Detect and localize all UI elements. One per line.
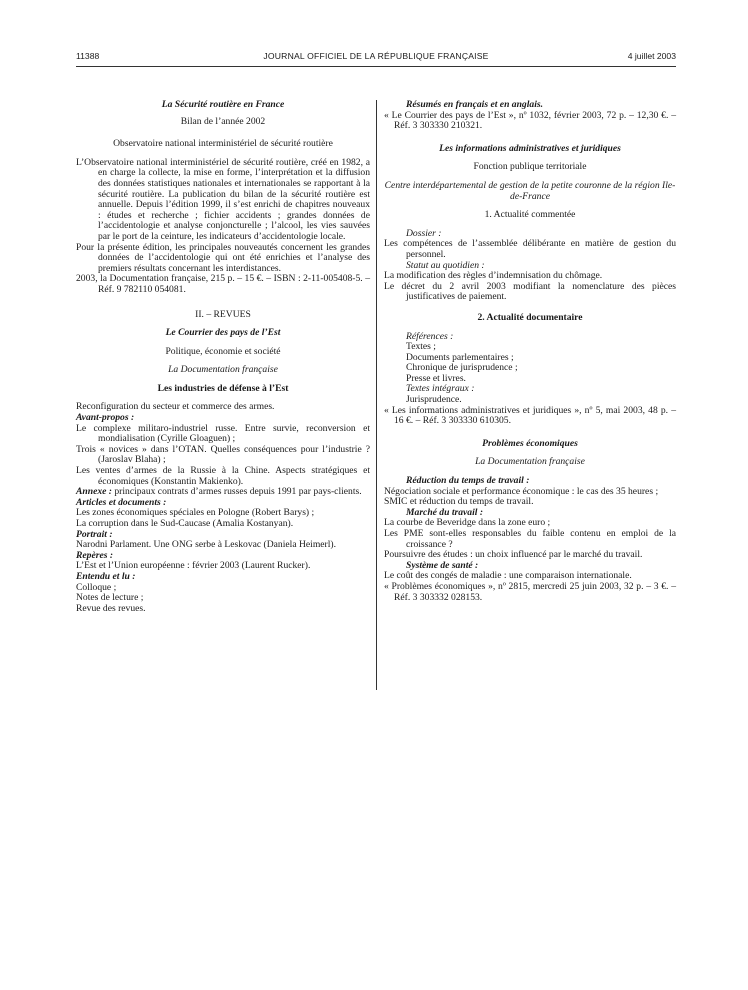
dossier-label: Dossier : — [406, 227, 442, 239]
list-item: Narodni Parlament. Une ONG serbe à Leskovac (Daniela Heimerl). — [76, 539, 336, 551]
list-item: Le décret du 2 avril 2003 modifiant la nomenclature des pièces justificatives de paiement. — [384, 280, 676, 303]
list-item: Trois « novices » dans l’OTAN. Quelles conséquences pour l’industrie ? (Jaroslav Blaha) ; — [76, 443, 370, 466]
list-item: Le coût des congés de maladie : une comparaison internationale. — [384, 570, 632, 582]
review-title: Le Courrier des pays de l’Est — [165, 327, 281, 339]
list-item: SMIC et réduction du temps de travail. — [384, 496, 534, 508]
right-column — [384, 100, 676, 603]
review-subtitle: Politique, économie et société — [165, 345, 281, 357]
avant-propos-label: Avant-propos : — [76, 412, 135, 424]
list-item: Les compétences de l’assemblée délibérante en matière de gestion du personnel. — [384, 238, 676, 260]
list-item: Chronique de jurisprudence ; — [406, 362, 518, 374]
sante-label: Système de santé : — [406, 559, 479, 571]
journal-title: JOURNAL OFFICIEL DE LA RÉPUBLIQUE FRANÇAISE — [263, 51, 489, 61]
list-item: La corruption dans le Sud-Caucase (Amalia Kostanyan). — [76, 518, 294, 529]
description-paragraph-2: Pour la présente édition, les principales nouveautés concernent les grandes données de l’accidentologie qui ont été enrichies et l’analyse des premiers résultats concernant les interdistances. — [76, 241, 370, 274]
list-item: Revue des revues. — [76, 602, 146, 614]
page-number: 11388 — [76, 51, 100, 61]
issue-date: 4 juillet 2003 — [627, 51, 676, 61]
entendu-label: Entendu et lu : — [76, 570, 136, 582]
review-publisher: La Documentation française — [168, 364, 278, 376]
list-item: Textes ; — [406, 341, 436, 353]
list-item: Négociation sociale et performance économique : le cas des 35 heures ; — [384, 485, 659, 497]
left-column — [76, 100, 370, 614]
publication-title: La Sécurité routière en France — [161, 99, 285, 110]
list-item: Jurisprudence. — [406, 394, 462, 406]
publication-subtitle: Bilan de l’année 2002 — [180, 115, 266, 127]
header-rule — [76, 66, 676, 67]
reperes-label: Repères : — [76, 549, 114, 561]
dossier-intro: Reconfiguration du secteur et commerce des armes. — [76, 401, 275, 413]
publication-reference: 2003, la Documentation française, 215 p. – 15 €. – ISBN : 2-11-005408-5. – Réf. 9 782110 054081. — [76, 273, 370, 295]
review-title: Les informations administratives et juridiques — [439, 142, 621, 154]
review-publisher: Centre interdépartemental de gestion de la petite couronne de la région Ile-de-France — [384, 179, 676, 202]
list-item: Poursuivre des études : un choix influencé par le marché du travail. — [384, 549, 643, 561]
section-heading-revues: II. – REVUES — [195, 308, 251, 320]
review-title: Problèmes économiques — [482, 437, 578, 449]
references-label: Références : — [406, 330, 454, 342]
list-item: Colloque ; — [76, 581, 117, 593]
list-item: L’Est et l’Union européenne : février 2003 (Laurent Rucker). — [76, 560, 311, 572]
list-item: La modification des règles d’indemnisation du chômage. — [384, 270, 603, 282]
review-subtitle: Fonction publique territoriale — [473, 161, 587, 173]
column-divider — [376, 100, 377, 690]
list-item: Les ventes d’armes de la Russie à la Chine. Aspects stratégiques et économiques (Konstantin Makienko). — [76, 465, 370, 487]
list-item: Documents parlementaires ; — [406, 351, 514, 363]
portrait-label: Portrait : — [76, 528, 113, 540]
annexe-text: principaux contrats d’armes russes depuis 1991 par pays-clients. — [111, 486, 362, 498]
section-heading: 2. Actualité documentaire — [477, 311, 583, 323]
list-item: La courbe de Beveridge dans la zone euro ; — [384, 517, 551, 529]
list-item: Les PME sont-elles responsables du faible contenu en emploi de la croissance ? — [384, 528, 676, 550]
reduction-label: Réduction du temps de travail : — [406, 475, 530, 487]
publication-reference: « Le Courrier des pays de l’Est », nº 1032, février 2003, 72 p. – 12,30 €. – Réf. 3 303330 210321. — [384, 109, 676, 132]
dossier-title: Les industries de défense à l’Est — [157, 382, 289, 394]
statut-label: Statut au quotidien : — [406, 259, 485, 271]
list-item: Le complexe militaro-industriel russe. Entre survie, reconversion et mondialisation (Cyrille Gloaguen) ; — [76, 422, 370, 445]
list-item: Notes de lecture ; — [76, 592, 144, 604]
page-header — [76, 51, 676, 63]
list-item: Les zones économiques spéciales en Pologne (Robert Barys) ; — [76, 507, 315, 519]
resumes-line: Résumés en français et en anglais. — [406, 99, 543, 110]
articles-label: Articles et documents : — [76, 496, 167, 508]
publication-reference: « Problèmes économiques », nº 2815, mercredi 25 juin 2003, 32 p. – 3 €. – Réf. 3 303332 028153. — [384, 580, 676, 603]
annexe-label: Annexe : — [76, 486, 112, 498]
textes-label: Textes intégraux : — [406, 383, 475, 395]
section-heading: 1. Actualité commentée — [484, 209, 576, 221]
description-paragraph: L’Observatoire national interministériel de sécurité routière, créé en 1982, a en charge la collecte, la mise en forme, l’interprétation et la diffusion des données statistiques nationales et internationales se rapportant à la sécurité routière. La publication du bilan de la sécurité routière est annuelle. Depuis l’édition 1999, il s’est enrichi de chapitres nouveaux : études et recherche ; fichier accidents ; grandes données de l’accidentologie et analyse conjoncturelle ; l’alcool, les vies sauvées par le port de la ceinture, les indicateurs d’accidentologie locale. — [76, 156, 370, 242]
publication-org: Observatoire national interministériel de sécurité routière — [113, 138, 333, 150]
review-publisher: La Documentation française — [475, 456, 585, 468]
marche-label: Marché du travail : — [406, 506, 484, 518]
list-item: Presse et livres. — [406, 372, 466, 384]
publication-reference: « Les informations administratives et juridiques », nº 5, mai 2003, 48 p. – 16 €. – Réf. 3 303330 610305. — [384, 404, 676, 427]
